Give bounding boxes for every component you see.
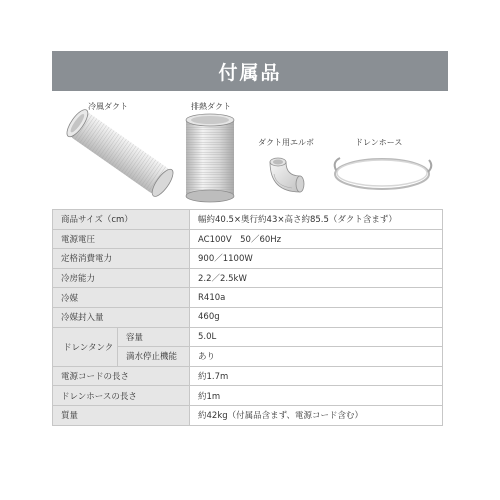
table-row: [53, 210, 443, 230]
table-row: [53, 229, 443, 249]
table-row: [53, 249, 443, 269]
spec-label: 定格消費電力: [53, 249, 190, 269]
spec-sub-label: 容量: [118, 327, 190, 347]
section-title: 付属品: [218, 61, 282, 84]
table-row: [53, 386, 443, 406]
spec-label: 電源電圧: [53, 229, 190, 249]
spec-value: R410a: [190, 288, 443, 308]
spec-value: 2.2／2.5kW: [190, 268, 443, 288]
accessory-label-duct-elbow: ダクト用エルボ: [258, 138, 314, 147]
accessory-label-cold-duct: 冷風ダクト: [88, 102, 128, 111]
exhaust-duct-image: [181, 112, 239, 204]
spec-label: 商品サイズ（cm）: [53, 210, 190, 230]
spec-value: 5.0L: [190, 327, 443, 347]
table-row: [53, 327, 443, 347]
spec-label: 冷媒: [53, 288, 190, 308]
spec-sub-label: 満水停止機能: [118, 347, 190, 367]
spec-value: 900／1100W: [190, 249, 443, 269]
spec-label: 冷媒封入量: [53, 307, 190, 327]
table-row: [53, 366, 443, 386]
spec-value: あり: [190, 347, 443, 367]
table-row: [53, 405, 443, 425]
duct-elbow-image: [262, 152, 314, 202]
drain-tank-label: ドレンタンク: [53, 327, 118, 366]
spec-value: 約42kg（付属品含まず、電源コード含む）: [190, 405, 443, 425]
accessory-label-exhaust-duct: 排熱ダクト: [191, 102, 231, 111]
section-header: [52, 51, 448, 91]
spec-table: [52, 209, 443, 426]
spec-value: 約1m: [190, 386, 443, 406]
spec-value: 460g: [190, 307, 443, 327]
table-row: [53, 268, 443, 288]
spec-label: 冷房能力: [53, 268, 190, 288]
table-row: [53, 307, 443, 327]
spec-label: 電源コードの長さ: [53, 366, 190, 386]
spec-value: AC100V 50／60Hz: [190, 229, 443, 249]
drain-hose-image: [330, 150, 434, 194]
spec-value: 約1.7m: [190, 366, 443, 386]
spec-label: 質量: [53, 405, 190, 425]
accessory-label-drain-hose: ドレンホース: [355, 138, 403, 147]
table-row: [53, 288, 443, 308]
spec-label: ドレンホースの長さ: [53, 386, 190, 406]
cold-air-duct-image: [60, 108, 180, 198]
spec-value: 幅約40.5×奥行約43×高さ約85.5（ダクト含まず）: [190, 210, 443, 230]
